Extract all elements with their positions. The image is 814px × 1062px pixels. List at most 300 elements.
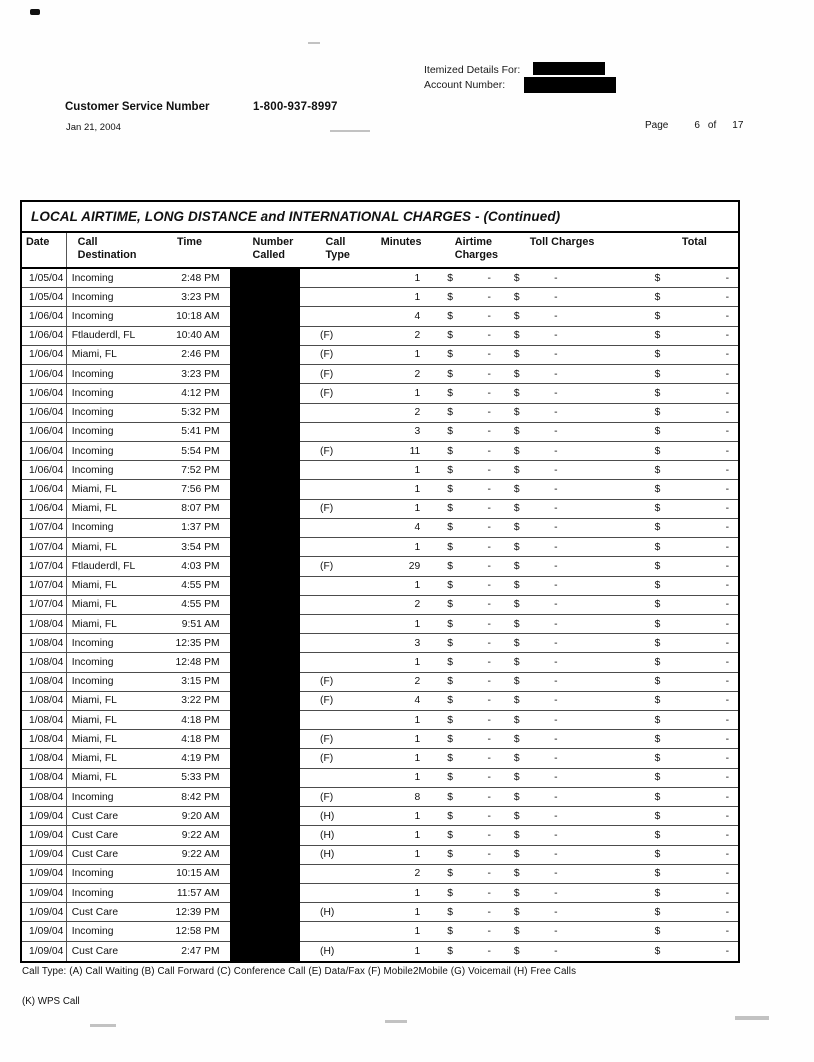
currency-symbol: $ bbox=[513, 829, 520, 841]
cell-destination: Incoming bbox=[66, 634, 165, 652]
cell-minutes: 1 bbox=[414, 349, 421, 361]
currency-symbol: $ bbox=[513, 849, 520, 861]
cell-toll-charges bbox=[511, 519, 651, 537]
empty-amount: - bbox=[487, 407, 491, 419]
page-label: Page bbox=[645, 120, 669, 131]
empty-amount: - bbox=[554, 637, 558, 649]
currency-symbol: $ bbox=[513, 484, 520, 496]
empty-amount: - bbox=[554, 503, 558, 515]
empty-amount: - bbox=[554, 272, 558, 284]
cell-destination: Miami, FL bbox=[66, 711, 165, 729]
cell-toll-charges bbox=[511, 577, 651, 595]
cell-minutes: 1 bbox=[414, 464, 421, 476]
cell-toll-charges bbox=[511, 846, 651, 864]
cell-airtime-charges bbox=[441, 269, 511, 287]
empty-amount: - bbox=[554, 733, 558, 745]
cell-destination: Miami, FL bbox=[66, 769, 165, 787]
currency-symbol: $ bbox=[447, 868, 453, 880]
table-row bbox=[22, 288, 738, 307]
table-row bbox=[22, 404, 738, 423]
empty-amount: - bbox=[554, 580, 558, 592]
cell-call-type bbox=[298, 884, 360, 902]
currency-symbol: $ bbox=[654, 580, 661, 592]
currency-symbol: $ bbox=[513, 945, 520, 957]
currency-symbol: $ bbox=[447, 791, 453, 803]
cell-airtime-charges bbox=[441, 865, 511, 883]
empty-amount: - bbox=[487, 445, 491, 457]
cell-date: 1/08/04 bbox=[29, 637, 64, 649]
cell-date: 1/08/04 bbox=[29, 714, 64, 726]
cell-total bbox=[651, 846, 738, 864]
table-row bbox=[22, 942, 738, 961]
cell-minutes: 4 bbox=[414, 522, 421, 534]
currency-symbol: $ bbox=[447, 407, 453, 419]
cell-total bbox=[651, 615, 738, 633]
cell-call-type bbox=[298, 404, 360, 422]
scan-artifact bbox=[385, 1020, 407, 1023]
cell-call-type bbox=[298, 577, 360, 595]
currency-symbol: $ bbox=[513, 714, 520, 726]
cell-date: 1/09/04 bbox=[29, 945, 64, 957]
empty-amount: - bbox=[487, 733, 491, 745]
currency-symbol: $ bbox=[447, 945, 453, 957]
cell-airtime-charges bbox=[441, 634, 511, 652]
table-row bbox=[22, 307, 738, 326]
table-row bbox=[22, 384, 738, 403]
cell-minutes: 1 bbox=[414, 618, 421, 630]
cell-total bbox=[651, 442, 738, 460]
cell-total bbox=[651, 365, 738, 383]
cell-toll-charges bbox=[511, 615, 651, 633]
table-row bbox=[22, 327, 738, 346]
currency-symbol: $ bbox=[654, 560, 661, 572]
empty-amount: - bbox=[487, 272, 491, 284]
col-header-toll-charges: Toll Charges bbox=[529, 236, 595, 248]
cell-time: 5:32 PM bbox=[181, 407, 220, 419]
cell-call-type: (H) bbox=[320, 829, 335, 841]
cell-minutes: 2 bbox=[414, 676, 421, 688]
cell-toll-charges bbox=[511, 749, 651, 767]
cell-destination: Incoming bbox=[66, 365, 165, 383]
cell-airtime-charges bbox=[441, 942, 511, 961]
cell-toll-charges bbox=[511, 538, 651, 556]
cell-airtime-charges bbox=[441, 673, 511, 691]
currency-symbol: $ bbox=[513, 695, 520, 707]
empty-amount: - bbox=[554, 714, 558, 726]
currency-symbol: $ bbox=[513, 791, 520, 803]
cell-toll-charges bbox=[511, 442, 651, 460]
cell-time: 7:56 PM bbox=[181, 484, 220, 496]
currency-symbol: $ bbox=[513, 407, 520, 419]
cell-airtime-charges bbox=[441, 884, 511, 902]
cell-date: 1/06/04 bbox=[29, 349, 64, 361]
cell-time: 12:39 PM bbox=[175, 906, 220, 918]
cell-call-type bbox=[298, 922, 360, 940]
empty-amount: - bbox=[487, 714, 491, 726]
cell-destination: Incoming bbox=[66, 269, 165, 287]
cell-airtime-charges bbox=[441, 615, 511, 633]
cell-time: 1:37 PM bbox=[181, 522, 220, 534]
cell-airtime-charges bbox=[441, 404, 511, 422]
cell-time: 10:40 AM bbox=[176, 330, 220, 342]
cell-call-type: (H) bbox=[320, 945, 335, 957]
cell-minutes: 2 bbox=[414, 330, 421, 342]
redacted-customer-name bbox=[533, 62, 605, 75]
currency-symbol: $ bbox=[654, 272, 661, 284]
customer-service-number: 1-800-937-8997 bbox=[253, 101, 338, 113]
table-row bbox=[22, 557, 738, 576]
cell-airtime-charges bbox=[441, 288, 511, 306]
currency-symbol: $ bbox=[447, 753, 453, 765]
empty-amount: - bbox=[554, 560, 558, 572]
currency-symbol: $ bbox=[513, 580, 520, 592]
empty-amount: - bbox=[487, 464, 491, 476]
table-row bbox=[22, 538, 738, 557]
cell-airtime-charges bbox=[441, 461, 511, 479]
cell-total bbox=[651, 730, 738, 748]
cell-total bbox=[651, 538, 738, 556]
cell-airtime-charges bbox=[441, 346, 511, 364]
cell-minutes: 29 bbox=[408, 560, 421, 572]
currency-symbol: $ bbox=[654, 810, 661, 822]
table-row bbox=[22, 769, 738, 788]
empty-amount: - bbox=[554, 311, 558, 323]
cell-toll-charges bbox=[511, 653, 651, 671]
empty-amount: - bbox=[554, 541, 558, 553]
empty-amount: - bbox=[487, 926, 491, 938]
scan-artifact bbox=[308, 42, 320, 44]
currency-symbol: $ bbox=[447, 330, 453, 342]
cell-time: 4:55 PM bbox=[181, 599, 220, 611]
cell-toll-charges bbox=[511, 288, 651, 306]
cell-total bbox=[651, 903, 738, 921]
cell-toll-charges bbox=[511, 557, 651, 575]
cell-airtime-charges bbox=[441, 442, 511, 460]
cell-minutes: 1 bbox=[414, 656, 421, 668]
empty-amount: - bbox=[725, 887, 729, 899]
table-header-row bbox=[22, 233, 738, 269]
currency-symbol: $ bbox=[654, 637, 661, 649]
currency-symbol: $ bbox=[447, 733, 453, 745]
cell-airtime-charges bbox=[441, 500, 511, 518]
empty-amount: - bbox=[725, 599, 729, 611]
cell-call-type: (F) bbox=[320, 560, 334, 572]
empty-amount: - bbox=[554, 926, 558, 938]
cell-date: 1/08/04 bbox=[29, 676, 64, 688]
cell-call-type bbox=[298, 538, 360, 556]
empty-amount: - bbox=[487, 868, 491, 880]
cell-total bbox=[651, 288, 738, 306]
table-row bbox=[22, 500, 738, 519]
table-row bbox=[22, 730, 738, 749]
cell-airtime-charges bbox=[441, 692, 511, 710]
cell-time: 2:46 PM bbox=[181, 349, 220, 361]
table-row bbox=[22, 519, 738, 538]
cell-toll-charges bbox=[511, 673, 651, 691]
currency-symbol: $ bbox=[447, 656, 453, 668]
empty-amount: - bbox=[487, 695, 491, 707]
currency-symbol: $ bbox=[654, 330, 661, 342]
cell-airtime-charges bbox=[441, 423, 511, 441]
cell-date: 1/06/04 bbox=[29, 503, 64, 515]
empty-amount: - bbox=[725, 637, 729, 649]
table-row bbox=[22, 749, 738, 768]
empty-amount: - bbox=[487, 387, 491, 399]
currency-symbol: $ bbox=[513, 541, 520, 553]
table-row bbox=[22, 615, 738, 634]
currency-symbol: $ bbox=[513, 753, 520, 765]
col-header-total: Total bbox=[681, 236, 707, 248]
currency-symbol: $ bbox=[447, 368, 453, 380]
cell-time: 3:22 PM bbox=[181, 695, 220, 707]
cell-call-type: (F) bbox=[320, 733, 334, 745]
cell-total bbox=[651, 942, 738, 961]
cell-destination: Incoming bbox=[66, 423, 165, 441]
empty-amount: - bbox=[554, 810, 558, 822]
cell-total bbox=[651, 577, 738, 595]
empty-amount: - bbox=[554, 464, 558, 476]
currency-symbol: $ bbox=[654, 887, 661, 899]
empty-amount: - bbox=[554, 906, 558, 918]
cell-total bbox=[651, 653, 738, 671]
cell-time: 7:52 PM bbox=[181, 464, 220, 476]
currency-symbol: $ bbox=[654, 829, 661, 841]
cell-date: 1/07/04 bbox=[29, 599, 64, 611]
currency-symbol: $ bbox=[513, 810, 520, 822]
cell-airtime-charges bbox=[441, 577, 511, 595]
empty-amount: - bbox=[554, 945, 558, 957]
currency-symbol: $ bbox=[513, 291, 520, 303]
cell-minutes: 1 bbox=[414, 887, 421, 899]
cell-date: 1/06/04 bbox=[29, 484, 64, 496]
cell-call-type bbox=[298, 596, 360, 614]
empty-amount: - bbox=[725, 695, 729, 707]
currency-symbol: $ bbox=[654, 849, 661, 861]
currency-symbol: $ bbox=[447, 464, 453, 476]
empty-amount: - bbox=[725, 676, 729, 688]
currency-symbol: $ bbox=[654, 791, 661, 803]
currency-symbol: $ bbox=[447, 426, 453, 438]
currency-symbol: $ bbox=[447, 810, 453, 822]
cell-airtime-charges bbox=[441, 788, 511, 806]
charges-table bbox=[20, 200, 740, 963]
currency-symbol: $ bbox=[447, 311, 453, 323]
empty-amount: - bbox=[725, 349, 729, 361]
cell-call-type bbox=[298, 461, 360, 479]
cell-call-type: (F) bbox=[320, 368, 334, 380]
empty-amount: - bbox=[487, 330, 491, 342]
empty-amount: - bbox=[725, 541, 729, 553]
itemized-details-label: Itemized Details For: bbox=[424, 64, 521, 76]
cell-time: 4:12 PM bbox=[181, 387, 220, 399]
scan-artifact bbox=[90, 1024, 116, 1027]
cell-destination: Cust Care bbox=[66, 846, 165, 864]
cell-call-type bbox=[298, 480, 360, 498]
currency-symbol: $ bbox=[654, 445, 661, 457]
table-title: LOCAL AIRTIME, LONG DISTANCE and INTERNATIONAL CHARGES - (Continued) bbox=[22, 202, 738, 233]
empty-amount: - bbox=[725, 945, 729, 957]
table-row bbox=[22, 653, 738, 672]
col-header-airtime-charges: Airtime Charges bbox=[454, 236, 498, 261]
empty-amount: - bbox=[554, 368, 558, 380]
cell-toll-charges bbox=[511, 711, 651, 729]
empty-amount: - bbox=[487, 791, 491, 803]
cell-call-type bbox=[298, 615, 360, 633]
cell-total bbox=[651, 922, 738, 940]
cell-airtime-charges bbox=[441, 327, 511, 345]
cell-airtime-charges bbox=[441, 769, 511, 787]
table-row bbox=[22, 788, 738, 807]
cell-time: 9:22 AM bbox=[181, 829, 220, 841]
cell-toll-charges bbox=[511, 461, 651, 479]
cell-destination: Miami, FL bbox=[66, 749, 165, 767]
currency-symbol: $ bbox=[447, 829, 453, 841]
cell-call-type: (H) bbox=[320, 906, 335, 918]
empty-amount: - bbox=[487, 426, 491, 438]
cell-destination: Incoming bbox=[66, 442, 165, 460]
cell-call-type: (F) bbox=[320, 503, 334, 515]
empty-amount: - bbox=[554, 791, 558, 803]
cell-destination: Incoming bbox=[66, 384, 165, 402]
empty-amount: - bbox=[725, 926, 729, 938]
cell-date: 1/05/04 bbox=[29, 272, 64, 284]
currency-symbol: $ bbox=[513, 560, 520, 572]
cell-date: 1/09/04 bbox=[29, 829, 64, 841]
empty-amount: - bbox=[554, 330, 558, 342]
currency-symbol: $ bbox=[654, 503, 661, 515]
table-row bbox=[22, 692, 738, 711]
empty-amount: - bbox=[554, 829, 558, 841]
cell-airtime-charges bbox=[441, 730, 511, 748]
cell-minutes: 1 bbox=[414, 849, 421, 861]
cell-date: 1/09/04 bbox=[29, 849, 64, 861]
cell-total bbox=[651, 404, 738, 422]
currency-symbol: $ bbox=[447, 291, 453, 303]
currency-symbol: $ bbox=[654, 311, 661, 323]
statement-date: Jan 21, 2004 bbox=[66, 122, 121, 133]
cell-total bbox=[651, 423, 738, 441]
cell-total bbox=[651, 692, 738, 710]
cell-total bbox=[651, 711, 738, 729]
cell-toll-charges bbox=[511, 404, 651, 422]
empty-amount: - bbox=[487, 599, 491, 611]
cell-minutes: 4 bbox=[414, 695, 421, 707]
empty-amount: - bbox=[725, 503, 729, 515]
cell-minutes: 1 bbox=[414, 291, 421, 303]
cell-destination: Miami, FL bbox=[66, 692, 165, 710]
currency-symbol: $ bbox=[447, 272, 453, 284]
empty-amount: - bbox=[487, 484, 491, 496]
cell-toll-charges bbox=[511, 423, 651, 441]
cell-airtime-charges bbox=[441, 557, 511, 575]
cell-minutes: 11 bbox=[409, 445, 421, 457]
currency-symbol: $ bbox=[447, 445, 453, 457]
currency-symbol: $ bbox=[513, 599, 520, 611]
currency-symbol: $ bbox=[513, 656, 520, 668]
page-number: 6 bbox=[694, 120, 700, 131]
empty-amount: - bbox=[725, 407, 729, 419]
cell-minutes: 2 bbox=[414, 599, 421, 611]
cell-date: 1/07/04 bbox=[29, 560, 64, 572]
empty-amount: - bbox=[554, 695, 558, 707]
empty-amount: - bbox=[554, 887, 558, 899]
redacted-account-number bbox=[524, 77, 616, 93]
cell-destination: Incoming bbox=[66, 519, 165, 537]
empty-amount: - bbox=[554, 522, 558, 534]
cell-total bbox=[651, 596, 738, 614]
empty-amount: - bbox=[487, 503, 491, 515]
cell-date: 1/07/04 bbox=[29, 522, 64, 534]
cell-destination: Cust Care bbox=[66, 826, 165, 844]
cell-time: 11:57 AM bbox=[176, 887, 220, 899]
empty-amount: - bbox=[487, 349, 491, 361]
cell-destination: Incoming bbox=[66, 865, 165, 883]
currency-symbol: $ bbox=[447, 387, 453, 399]
cell-total bbox=[651, 884, 738, 902]
empty-amount: - bbox=[725, 291, 729, 303]
cell-time: 10:18 AM bbox=[176, 311, 220, 323]
currency-symbol: $ bbox=[447, 906, 453, 918]
empty-amount: - bbox=[487, 810, 491, 822]
empty-amount: - bbox=[554, 868, 558, 880]
empty-amount: - bbox=[487, 829, 491, 841]
cell-destination: Miami, FL bbox=[66, 500, 165, 518]
currency-symbol: $ bbox=[447, 599, 453, 611]
cell-minutes: 1 bbox=[414, 541, 421, 553]
cell-time: 12:58 PM bbox=[175, 926, 220, 938]
currency-symbol: $ bbox=[513, 772, 520, 784]
cell-airtime-charges bbox=[441, 903, 511, 921]
cell-minutes: 1 bbox=[414, 733, 421, 745]
cell-call-type: (F) bbox=[320, 387, 334, 399]
cell-call-type: (F) bbox=[320, 695, 334, 707]
currency-symbol: $ bbox=[447, 849, 453, 861]
page-of-label: of bbox=[707, 120, 717, 131]
cell-total bbox=[651, 384, 738, 402]
empty-amount: - bbox=[487, 753, 491, 765]
cell-call-type: (F) bbox=[320, 330, 334, 342]
cell-destination: Cust Care bbox=[66, 807, 165, 825]
currency-symbol: $ bbox=[654, 906, 661, 918]
cell-date: 1/08/04 bbox=[29, 791, 64, 803]
table-row bbox=[22, 442, 738, 461]
cell-date: 1/05/04 bbox=[29, 291, 64, 303]
cell-date: 1/06/04 bbox=[29, 426, 64, 438]
wps-call-note: (K) WPS Call bbox=[22, 996, 80, 1007]
table-row bbox=[22, 826, 738, 845]
currency-symbol: $ bbox=[513, 618, 520, 630]
cell-call-type bbox=[298, 423, 360, 441]
cell-total bbox=[651, 480, 738, 498]
cell-time: 10:15 AM bbox=[176, 868, 220, 880]
currency-symbol: $ bbox=[513, 522, 520, 534]
cell-airtime-charges bbox=[441, 384, 511, 402]
cell-call-type: (F) bbox=[320, 791, 334, 803]
cell-toll-charges bbox=[511, 692, 651, 710]
cell-call-type bbox=[298, 653, 360, 671]
cell-call-type bbox=[298, 634, 360, 652]
cell-total bbox=[651, 807, 738, 825]
cell-total bbox=[651, 769, 738, 787]
currency-symbol: $ bbox=[513, 733, 520, 745]
cell-destination: Incoming bbox=[66, 653, 165, 671]
cell-time: 12:48 PM bbox=[175, 656, 220, 668]
empty-amount: - bbox=[554, 387, 558, 399]
empty-amount: - bbox=[725, 522, 729, 534]
empty-amount: - bbox=[487, 676, 491, 688]
currency-symbol: $ bbox=[447, 484, 453, 496]
cell-call-type: (H) bbox=[320, 849, 335, 861]
